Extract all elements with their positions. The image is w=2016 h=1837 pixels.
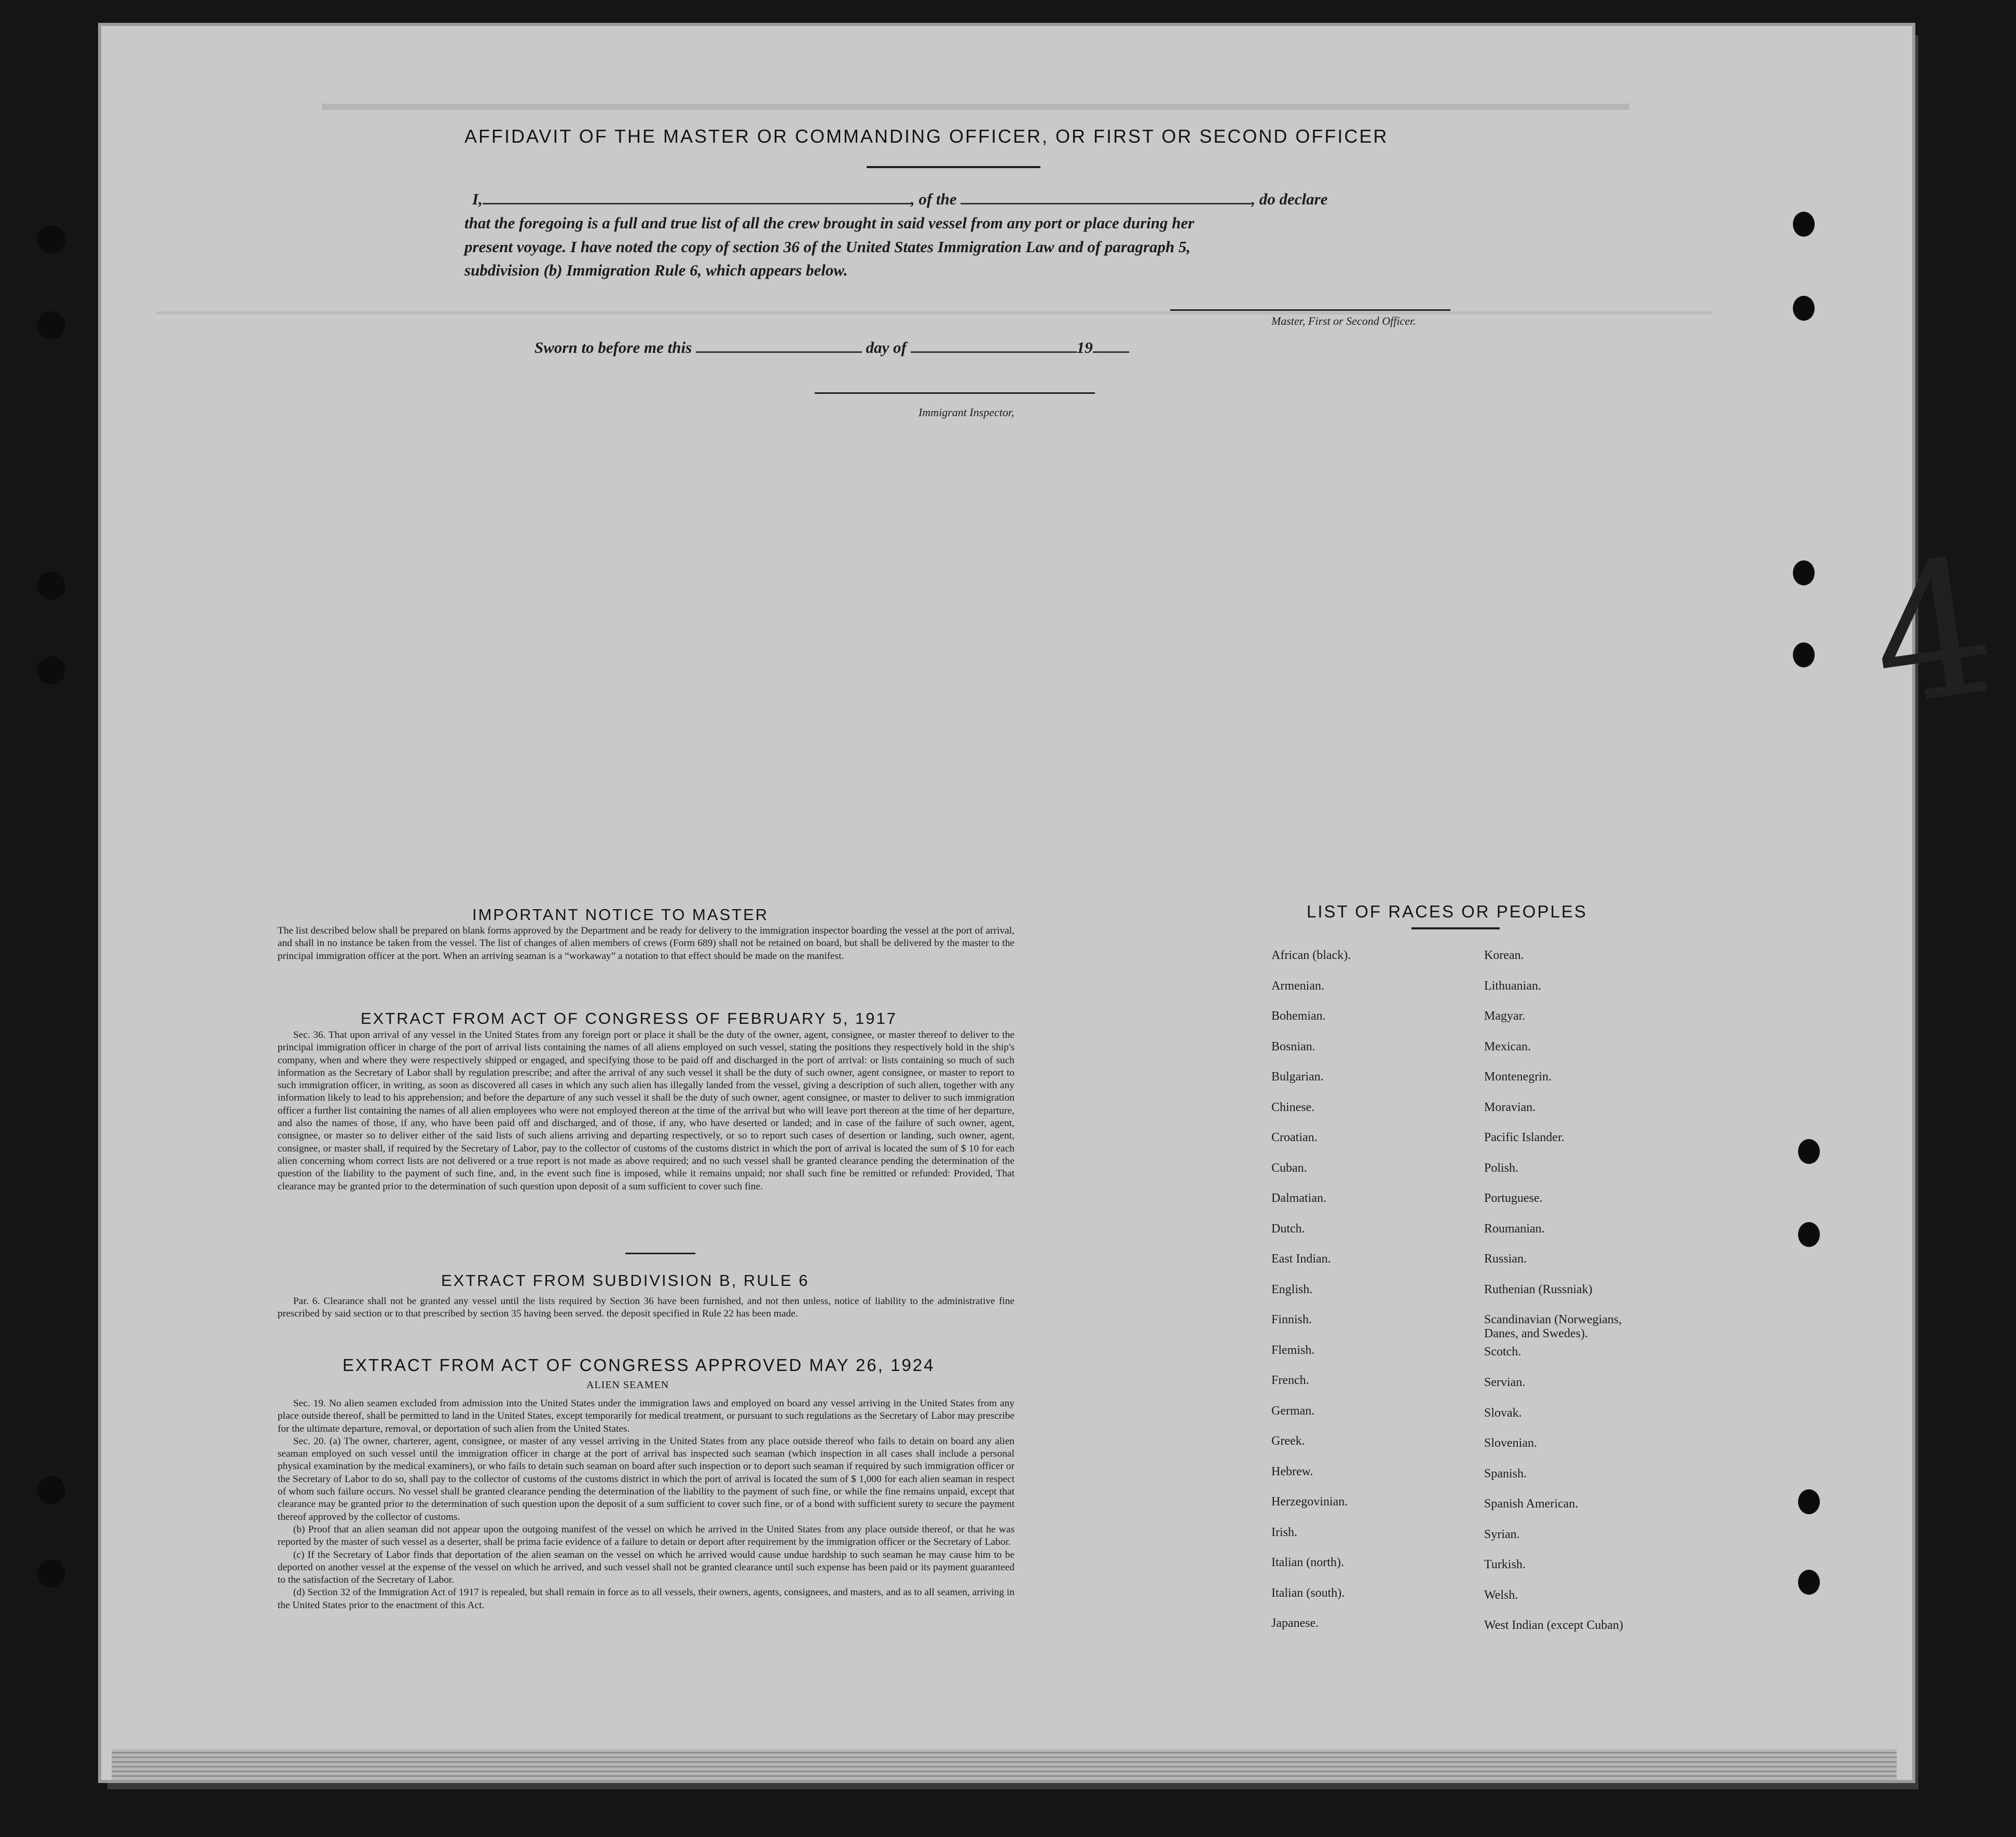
master-signature-label: Master, First or Second Officer.	[1271, 314, 1416, 327]
race-item: Cuban.	[1271, 1161, 1307, 1175]
punch-hole	[37, 311, 65, 339]
affidavit-line-2: that the foregoing is a full and true list of all the crew brought in said vessel from any port or place during her	[464, 214, 1195, 232]
punch-hole	[37, 572, 65, 600]
punch-hole	[1793, 560, 1815, 585]
race-item: Finnish.	[1271, 1313, 1312, 1326]
sworn-day-field[interactable]	[696, 351, 862, 353]
punch-hole	[1798, 1222, 1820, 1247]
race-item: Ruthenian (Russniak)	[1484, 1282, 1593, 1296]
extract-1924-sec20a: Sec. 20. (a) The owner, charterer, agent, consignee, or master of any vessel arriving in the United States from any place outside thereof who fails to detain on board any alien seaman employed on such vessel until the immigration officer in charge at the port of arrival has inspected such seaman (which inspection in all cases shall include a personal physical examination by the medical examiners), or who fails to detain such seaman on board after such inspection or to deport such seaman if required by such immigration officer or the Secretary of Labor to do so, shall pay to the collector of customs of the customs district in which the port of arrival is located the sum of $ 1,000 for each alien seaman in respect of whom such failure occurs. No vessel shall be granted clearance pending the determination of the liability to the payment of such fine, or while the fine remains unpaid, except that clearance may be granted prior to the determination of such question upon the deposit of a sum sufficient to cover such fine, or of a bond with sufficient surety to secure the payment thereof approved by the collector of customs.	[278, 1435, 1014, 1523]
affidavit-title: AFFIDAVIT OF THE MASTER OR COMMANDING OFFICER, OR FIRST OR SECOND OFFICER	[464, 126, 1389, 147]
races-right-column	[1484, 949, 1671, 1649]
vessel-name-field[interactable]	[961, 203, 1251, 204]
punch-hole	[1793, 642, 1815, 667]
race-item: Russian.	[1484, 1252, 1527, 1266]
race-item: Herzegovinian.	[1271, 1495, 1348, 1509]
extract-1924-text	[278, 1397, 1014, 1612]
race-item: Welsh.	[1484, 1588, 1518, 1602]
affidavit-line-1	[472, 190, 1327, 209]
race-item: Scotch.	[1484, 1345, 1521, 1359]
extract-rule6-text: Par. 6. Clearance shall not be granted any vessel until the lists required by Section 36 have been furnished, and not then unless, notice of liability to the administrative fine prescribed by said section or to that prescribed by section 35 having been served. the deposit specified in Rule 22 has been made.	[278, 1296, 1014, 1320]
race-item: French.	[1271, 1374, 1309, 1387]
affidavit-line-4: subdivision (b) Immigration Rule 6, which appears below.	[464, 261, 848, 279]
race-item: English.	[1271, 1282, 1313, 1296]
race-item: Servian.	[1484, 1376, 1526, 1389]
races-title: LIST OF RACES OR PEOPLES	[1307, 902, 1587, 921]
affidavit-line-3: present voyage. I have noted the copy of section 36 of the United States Immigration Law and of paragraph 5,	[464, 238, 1191, 256]
notice-title: IMPORTANT NOTICE TO MASTER	[472, 906, 769, 924]
punch-hole	[37, 1559, 65, 1587]
race-item: Armenian.	[1271, 979, 1324, 993]
race-item: Hebrew.	[1271, 1464, 1313, 1478]
extract-1917-title: EXTRACT FROM ACT OF CONGRESS OF FEBRUARY 5, 1917	[361, 1009, 898, 1027]
race-item: Chinese.	[1271, 1100, 1315, 1114]
race-item: Turkish.	[1484, 1558, 1526, 1571]
race-item: Slovenian.	[1484, 1436, 1537, 1450]
inspector-signature-line[interactable]	[815, 392, 1095, 394]
punch-hole	[1793, 212, 1815, 237]
race-item: Bosnian.	[1271, 1039, 1315, 1053]
race-item: Pacific Islander.	[1484, 1131, 1565, 1144]
race-item: Magyar.	[1484, 1009, 1526, 1023]
race-item: Italian (south).	[1271, 1586, 1345, 1600]
race-item: African (black).	[1271, 949, 1351, 962]
master-signature-line[interactable]	[1170, 309, 1450, 311]
margin-handwritten-mark: 4	[1858, 517, 2007, 749]
sworn-month-field[interactable]	[911, 351, 1077, 353]
affidavit-title-rule	[867, 166, 1040, 168]
race-item: Mexican.	[1484, 1039, 1531, 1053]
race-item: Moravian.	[1484, 1100, 1536, 1114]
punch-hole	[37, 656, 65, 684]
races-title-rule	[1411, 927, 1500, 929]
race-item: Greek.	[1271, 1434, 1305, 1448]
sworn-label: Sworn to before me this	[534, 338, 692, 357]
race-item: Montenegrin.	[1484, 1070, 1552, 1084]
inspector-label: Immigrant Inspector,	[918, 406, 1014, 419]
race-item: West Indian (except Cuban)	[1484, 1619, 1623, 1632]
extract-1924-subtitle: ALIEN SEAMEN	[586, 1379, 669, 1391]
punch-hole	[1798, 1489, 1820, 1514]
extract-1924-sec19: Sec. 19. No alien seamen excluded from admission into the United States under the immigration laws and employed on board any vessel arriving in the United States from any place outside thereof, shall be permitted to land in the United States, except temporarily for medical treatment, or pursuant to such regulations as the Secretary of Labor may prescribe for the ultimate departure, removal, or deportation of such alien from the United States.	[278, 1398, 1014, 1434]
extract-rule6-title: EXTRACT FROM SUBDIVISION B, RULE 6	[441, 1271, 810, 1290]
race-item: Spanish American.	[1484, 1497, 1579, 1511]
bleed-through-band	[322, 104, 1629, 110]
race-item: Italian (north).	[1271, 1556, 1344, 1569]
race-item: Lithuanian.	[1484, 979, 1541, 993]
races-left-column	[1271, 949, 1351, 1647]
race-item: Flemish.	[1271, 1343, 1315, 1357]
affidavit-i-label: I,	[472, 190, 483, 208]
race-item: Syrian.	[1484, 1527, 1520, 1541]
sworn-line	[534, 338, 1129, 357]
punch-hole	[37, 226, 65, 254]
section-divider	[625, 1253, 695, 1254]
race-item: Irish.	[1271, 1525, 1297, 1539]
race-item: German.	[1271, 1404, 1315, 1418]
race-item: Japanese.	[1271, 1616, 1319, 1630]
sworn-year-field[interactable]	[1093, 351, 1129, 353]
race-item: Slovak.	[1484, 1406, 1522, 1420]
extract-1924-title: EXTRACT FROM ACT OF CONGRESS APPROVED MAY 26, 1924	[342, 1355, 935, 1375]
punch-hole	[37, 1476, 65, 1504]
race-item: Polish.	[1484, 1161, 1519, 1175]
day-of-label: day of	[866, 338, 907, 357]
affidavit-of-the-label: , of the	[910, 190, 957, 208]
race-item: Scandinavian (Norwegians, Danes, and Swedes).	[1484, 1313, 1622, 1340]
extract-1917-text: Sec. 36. That upon arrival of any vessel in the United States from any foreign port or place it shall be the duty of the owner, agent, consignee, or master thereof to deliver to the principal immigration officer in charge of the port of arrival lists containing the names of all aliens employed on such vessel, stating the positions they respectively hold in the ship's company, when and where they were respectively shipped or engaged, and specifying those to be paid off and discharged in the port of arrival: or lists containing so much of such information as the Secretary of Labor shall by regulation prescribe; and after the arrival of any such vessel it shall be the duty of such owner, agent consignee, or master to report to such immigration officer, in writing, as soon as discovered all cases in which any such alien has illegally landed from the vessel, giving a description of such alien, together with any information likely to lead to his apprehension; and before the departure of any such vessel it shall be the duty of such owner, agent consignee, or master to deliver to such immigration officer a further list containing the names of all alien employees who were not employed thereon at the time of the arrival but who will leave port thereon at the time of her departure, and also the names of those, if any, who have been paid off and discharged, and of those, if any, who have deserted or landed; and in case of the failure of such owner, agent, consignee, or master so to deliver either of the said lists of such aliens arriving and departing respectively, or so to report such cases of desertion or landing, such owner, agent, consignee, or master shall, if required by the Secretary of Labor, pay to the collector of customs of the customs district in which the port of arrival is located the sum of $ 10 for each alien concerning whom correct lists are not delivered or a true report is not made as above required; and no such vessel shall be granted clearance pending the determination of the question of the liability to the payment of such fine, and, in the event such fine is imposed, while it remains unpaid; nor shall such fine be remitted or refunded: Provided, That clearance may be granted prior to the determination of such question upon deposit of a sum sufficient to cover such fine.	[278, 1030, 1014, 1192]
extract-1924-sec20b: (b) Proof that an alien seaman did not appear upon the outgoing manifest of the vessel on which he arrived in the United States from any place outside thereof, or that he was reported by the master of such vessel as a deserter, shall be prima facie evidence of a failure to detain or deport after requirement by the immigration officer or the Secretary of Labor.	[278, 1524, 1014, 1548]
punch-hole	[1793, 296, 1815, 321]
race-item: Bulgarian.	[1271, 1070, 1324, 1084]
bleed-through-band	[156, 311, 1712, 314]
race-item: Bohemian.	[1271, 1009, 1326, 1023]
year-label: 19	[1076, 338, 1093, 357]
extract-1924-sec20c: (c) If the Secretary of Labor finds that deportation of the alien seaman on the vessel on which he arrived would cause undue hardship to such seaman he may cause him to be deported on another vessel at the expense of the vessel on which he arrived, and such vessel shall not be granted clearance until such expense has been paid or its payment guaranteed to the satisfaction of the Secretary of Labor.	[278, 1549, 1014, 1586]
race-item: Spanish.	[1484, 1466, 1527, 1480]
affidavit-do-declare-label: , do declare	[1251, 190, 1328, 208]
page-edge-stack	[112, 1749, 1897, 1780]
punch-hole	[1798, 1570, 1820, 1595]
race-item: Roumanian.	[1484, 1222, 1545, 1236]
race-item: Korean.	[1484, 949, 1524, 962]
race-item: Portuguese.	[1484, 1191, 1543, 1205]
race-item: Dalmatian.	[1271, 1191, 1326, 1205]
punch-hole	[1798, 1139, 1820, 1164]
race-item: Croatian.	[1271, 1131, 1318, 1144]
race-item: East Indian.	[1271, 1252, 1331, 1266]
race-item: Dutch.	[1271, 1222, 1305, 1236]
extract-1924-sec20d: (d) Section 32 of the Immigration Act of 1917 is repealed, but shall remain in force as to all vessels, their owners, agents, consignees, and masters, and as to all seamen, arriving in the United States prior to the enactment of this Act.	[278, 1587, 1014, 1611]
notice-text: The list described below shall be prepared on blank forms approved by the Department and be ready for delivery to the immigration inspector boarding the vessel at the port of arrival, and shall in no instance be taken from the vessel. The list of changes of alien members of crews (Form 689) shall not be retained on board, but shall be delivered by the master to the principal immigration officer at the port. When an arriving seaman is a “workaway” a notation to that effect should be made on the manifest.	[278, 925, 1014, 962]
declarant-name-field[interactable]	[483, 203, 911, 204]
